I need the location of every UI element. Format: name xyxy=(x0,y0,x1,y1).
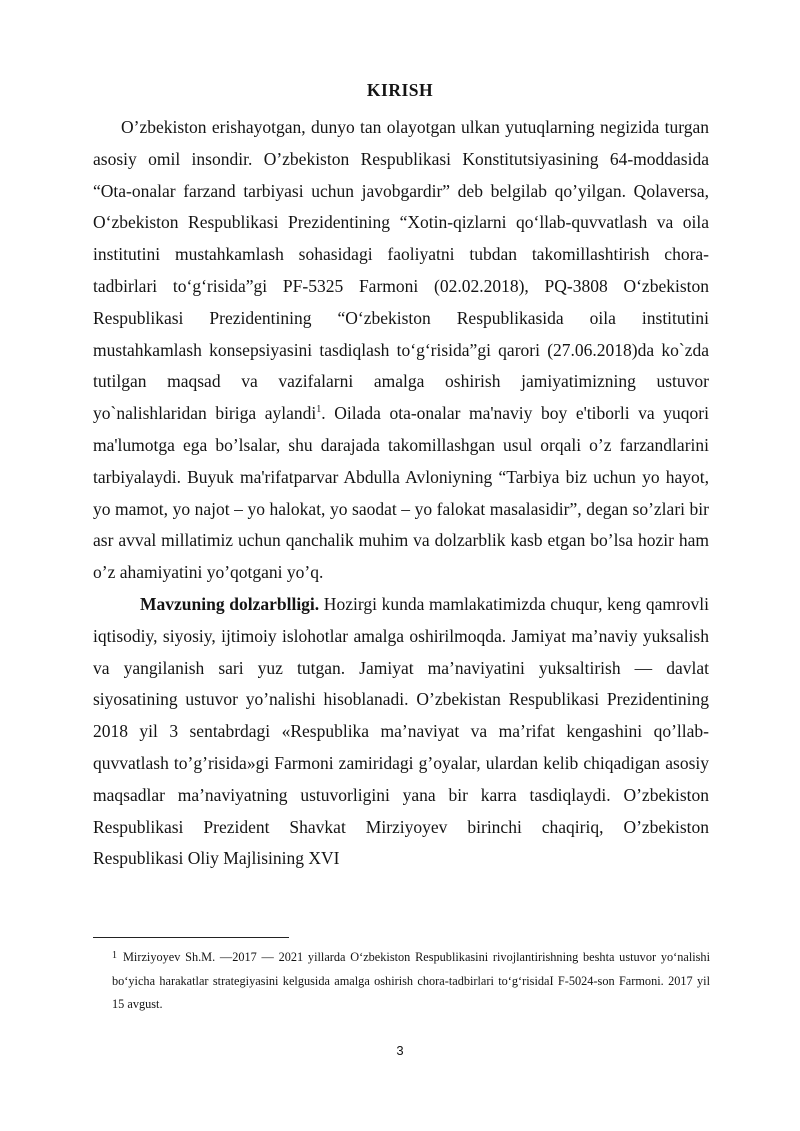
relevance-text: Hozirgi kunda mamlakatimizda chuqur, keng qamrovli iqtisodiy, siyosiy, ijtimoiy islohotlar amalga oshirilmoqda. Jamiyat ma’naviy yuksalish va yangilanish sari yuz tutgan. Jamiyat ma’naviyatini yuksaltirish — davlat siyosatining ustuvor yo’nalishi hisoblanadi. O’zbekistan Respublikasi Prezidentining 2018 yil 3 sentabrdagi «Respublika ma’naviyat va ma’rifat kengashini qo’llab-quvvatlash to’g’risida»gi Farmoni zamiridagi g’oyalar, ulardan kelib chiqadigan asosiy maqsadlar ma’naviyatning ustuvorligini yana bir karra tasdiqlaydi. O’zbekiston Respublikasi Prezident Shavkat Mirziyoyev birinchi chaqiriq, O’zbekiston Respublikasi Oliy Majlisining XVI xyxy=(93,593,709,869)
intro-text-part2: . Oilada ota-onalar ma'naviy boy e'tiborli va yuqori ma'lumotga ega bo’lsalar, shu darajada takomillashgan usul orqali o’z farzandlarini tarbiyalaydi. Buyuk ma'rifatparvar Abdulla Avloniyning “Tarbiya biz uchun yo hayot, yo mamot, yo najot – yo halokat, yo saodat – yo falokat masalasidir”, degan so’zlari bir asr avval millatimiz uchun qanchalik muhim va dolzarblik kasb etgan bo’lsa hozir ham o’z ahamiyatini yo’qotgani yo’q. xyxy=(93,403,709,583)
footnote-text: Mirziyoyev Sh.M. ―2017 — 2021 yillarda O‘zbekiston Respublikasini rivojlantirishning beshta ustuvor yo‘nalishi bo‘yicha harakatlar strategiyasini kelgusida amalga oshirish chora-tadbirlari to‘g‘risidaI F-5024-son Farmoni. 2017 yil 15 avgust. xyxy=(112,950,710,1011)
relevance-heading: Mavzuning dolzarblligi. xyxy=(140,593,320,614)
footnote xyxy=(112,944,710,1017)
page-number: 3 xyxy=(396,1043,404,1058)
section-title: KIRISH xyxy=(366,80,434,100)
intro-text-part1: O’zbekiston erishayotgan, dunyo tan olayotgan ulkan yutuqlarning negizida turgan asosiy omil insondir. O’zbekiston Respublikasi Konstitutsiyasining 64-moddasida “Ota-onalar farzand tarbiyasi uchun javobgardir” deb belgilab qo’yilgan. Qolaversa, O‘zbekiston Respublikasi Prezidentining “Xotin-qizlarni qo‘llab-quvvatlash va oila institutini mustahkamlash sohasidagi faoliyatni tubdan takomillashtirish chora-tadbirlari to‘g‘risida”gi PF-5325 Farmoni (02.02.2018), PQ-3808 O‘zbekiston Respublikasi Prezidentining “O‘zbekiston Respublikasida oila institutini mustahkamlash konsepsiyasini tasdiqlash to‘g‘risida”gi qarori (27.06.2018)da ko`zda tutilgan maqsad va vazifalarni amalga oshirish jamiyatimizning ustuvor yo`nalishlaridan biriga aylandi xyxy=(93,117,709,424)
intro-paragraph xyxy=(93,112,709,589)
body-text xyxy=(93,112,709,875)
footnote-reference[interactable]: 1 xyxy=(316,404,322,416)
relevance-paragraph xyxy=(93,589,709,875)
footnote-divider xyxy=(93,937,289,938)
footnote-marker: 1 xyxy=(112,950,117,961)
